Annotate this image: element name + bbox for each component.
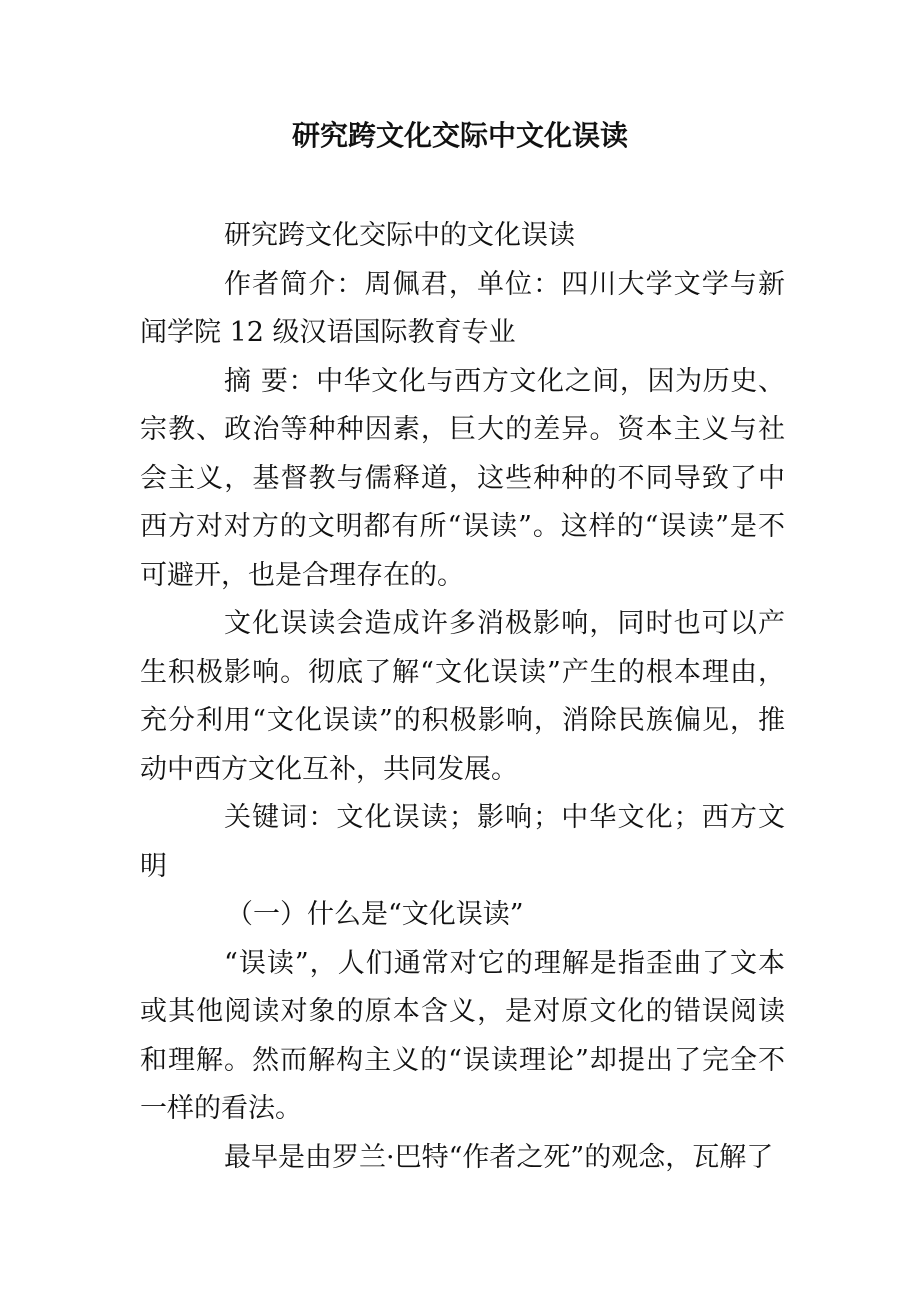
paragraph-barthes: 最早是由罗兰·巴特“作者之死”的观念，瓦解了 — [224, 1141, 774, 1173]
document-title: 研究跨文化交际中文化误读 — [291, 119, 628, 152]
paragraph-abstract-continued: 文化误读会造成许多消极影响，同时也可以产生积极影响。彻底了解“文化误读”产生的根本理由，充分利用“文化误读”的积极影响，消除民族偏见，推动中西方文化互补，共同发展。 — [140, 608, 785, 785]
section-heading: （一）什么是“文化误读” — [226, 899, 524, 930]
document-body — [140, 212, 785, 1182]
paragraph-subtitle: 研究跨文化交际中的文化误读 — [224, 220, 575, 251]
paragraph-author-info: 作者简介：周佩君，单位：四川大学文学与新闻学院 12 级汉语国际教育专业 — [140, 268, 785, 348]
paragraph-abstract: 摘 要：中华文化与西方文化之间，因为历史、宗教、政治等种种因素，巨大的差异。资本主义与社会主义，基督教与儒释道，这些种种的不同导致了中西方对对方的文明都有所“误读”。这样的“误读”是不可避开，也是合理存在的。 — [140, 365, 785, 591]
paragraph-misreading-definition: “误读”，人们通常对它的理解是指歪曲了文本或其他阅读对象的原本含义，是对原文化的错误阅读和理解。然而解构主义的“误读理论”却提出了完全不一样的看法。 — [140, 947, 785, 1124]
paragraph-keywords: 关键词：文化误读；影响；中华文化；西方文明 — [140, 802, 785, 882]
